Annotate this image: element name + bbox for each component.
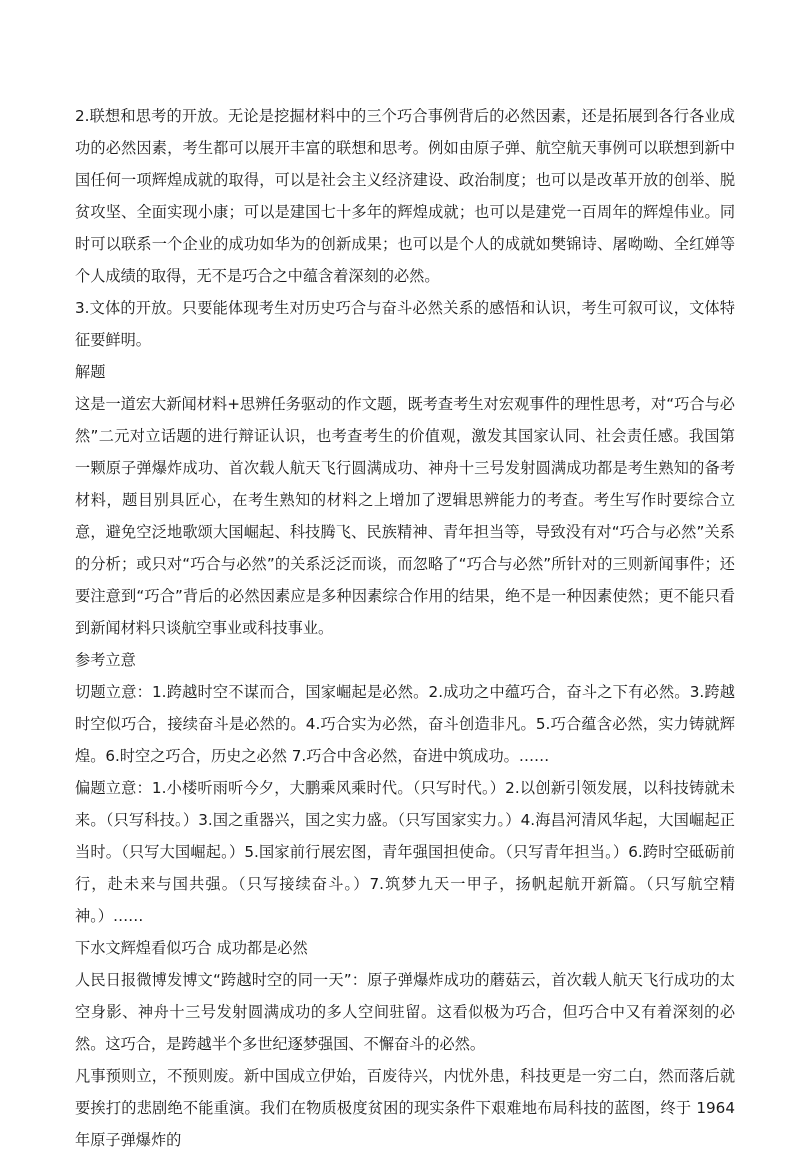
section-heading: 参考立意	[75, 651, 136, 669]
paragraph: 人民日报微博发博文“跨越时空的同一天”：原子弹爆炸成功的蘑菇云，首次载人航天飞行成功的太空身影、神舟十三号发射圆满成功的多人空间驻留。这看似极为巧合，但巧合中又有着深刻的必然。这巧合，是跨越半个多世纪逐梦强国、不懈奋斗的必然。	[75, 971, 735, 1053]
paragraph: 2.联想和思考的开放。无论是挖掘材料中的三个巧合事例背后的必然因素，还是拓展到各行各业成功的必然因素，考生都可以展开丰富的联想和思考。例如由原子弹、航空航天事例可以联想到新中国任何一项辉煌成就的取得，可以是社会主义经济建设、政治制度；也可以是改革开放的创举、脱贫攻坚、全面实现小康；可以是建国七十多年的辉煌成就；也可以是建党一百周年的辉煌伟业。同时可以联系一个企业的成功如华为的创新成果；也可以是个人的成就如樊锦诗、屠呦呦、全红婵等个人成绩的取得，无不是巧合之中蕴含着深刻的必然。	[75, 107, 735, 285]
section-heading: 下水文辉煌看似巧合 成功都是必然	[75, 939, 308, 957]
paragraph: 凡事预则立，不预则废。新中国成立伊始，百废待兴，内忧外患，科技更是一穷二白，然而落后就要挨打的悲剧绝不能重演。我们在物质极度贫困的现实条件下艰难地布局科技的蓝图，终于 1964 年原子弹爆炸的	[75, 1067, 735, 1149]
paragraph: 切题立意：1.跨越时空不谋而合，国家崛起是必然。2.成功之中蕴巧合，奋斗之下有必然。3.跨越时空似巧合，接续奋斗是必然的。4.巧合实为必然，奋斗创造非凡。5.巧合蕴含必然，实力铸就辉煌。6.时空之巧合，历史之必然 7.巧合中含必然，奋进中筑成功。……	[75, 683, 735, 765]
paragraph: 3.文体的开放。只要能体现考生对历史巧合与奋斗必然关系的感悟和认识，考生可叙可议，文体特征要鲜明。	[75, 299, 735, 349]
section-heading: 解题	[75, 363, 106, 381]
document-page	[75, 100, 735, 1156]
paragraph: 这是一道宏大新闻材料+思辨任务驱动的作文题，既考查考生对宏观事件的理性思考，对“巧合与必然”二元对立话题的进行辩证认识，也考查考生的价值观，激发其国家认同、社会责任感。我国第一颗原子弹爆炸成功、首次载人航天飞行圆满成功、神舟十三号发射圆满成功都是考生熟知的备考材料，题目别具匠心，在考生熟知的材料之上增加了逻辑思辨能力的考查。考生写作时要综合立意，避免空泛地歌颂大国崛起、科技腾飞、民族精神、青年担当等，导致没有对“巧合与必然”关系的分析；或只对“巧合与必然”的关系泛泛而谈，而忽略了“巧合与必然”所针对的三则新闻事件；还要注意到“巧合”背后的必然因素应是多种因素综合作用的结果，绝不是一种因素使然；更不能只看到新闻材料只谈航空事业或科技事业。	[75, 395, 735, 637]
paragraph: 偏题立意：1.小楼听雨听今夕，大鹏乘风乘时代。（只写时代。）2.以创新引领发展，以科技铸就未来。（只写科技。）3.国之重器兴，国之实力盛。（只写国家实力。）4.海昌河清风华起，大国崛起正当时。（只写大国崛起。）5.国家前行展宏图，青年强国担使命。（只写青年担当。）6.跨时空砥砺前行，赴未来与国共强。（只写接续奋斗。）7.筑梦九天一甲子，扬帆起航开新篇。（只写航空精神。）……	[75, 779, 735, 925]
